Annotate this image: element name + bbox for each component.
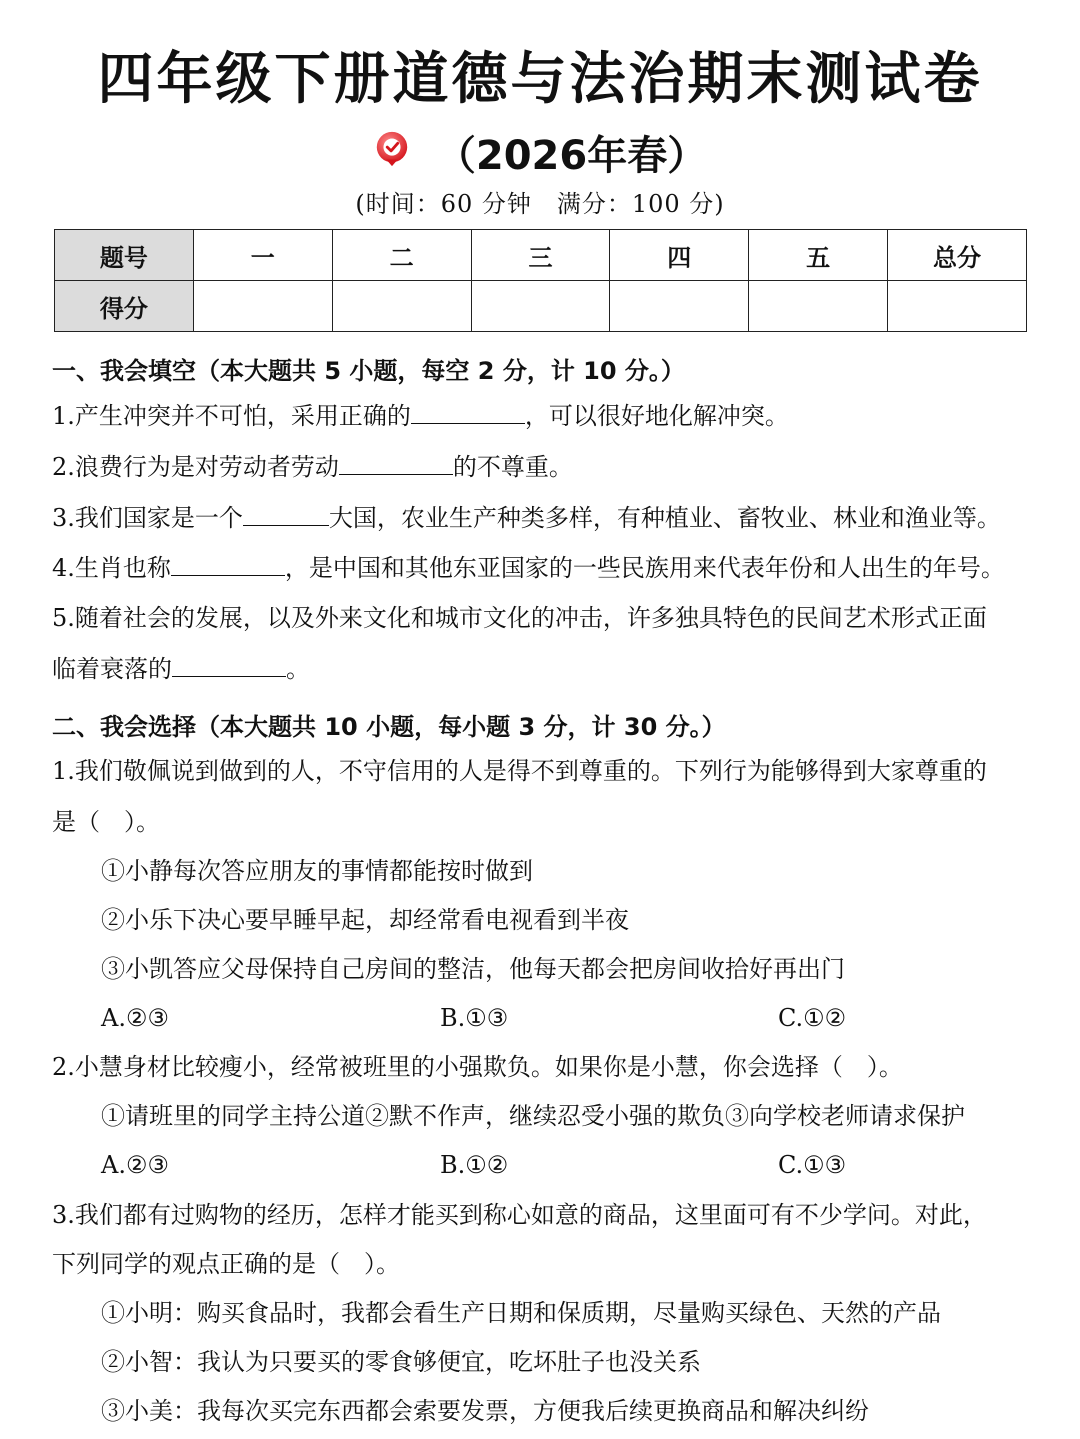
section1-heading: 一、我会填空（本大题共 5 小题，每空 2 分，计 10 分。） [52,357,685,385]
score-cell-4[interactable] [610,281,749,332]
s1-q5-line2 [52,654,310,684]
subtitle: （2026年春） [435,133,708,179]
s2-q1-option-a[interactable]: A.②③ [101,1004,169,1032]
s1-q5-text-b: 。 [286,655,310,683]
score-cell-5[interactable] [749,281,888,332]
s1-q2-text-a: 2.浪费行为是对劳动者劳动 [52,453,339,481]
section2-heading: 二、我会选择（本大题共 10 小题，每小题 3 分，计 30 分。） [52,713,726,741]
check-badge-icon [373,130,411,168]
s1-q4-text-b: ，是中国和其他东亚国家的一些民族用来代表年份和人出生的年号。 [284,554,1005,582]
s1-q5-line1: 5.随着社会的发展，以及外来文化和城市文化的冲击，许多独具特色的民间艺术形式正面 [52,604,987,632]
header-cell-3: 三 [471,230,610,281]
s1-q2-text-b: 的不尊重。 [452,453,573,481]
header-cell-2: 二 [332,230,471,281]
s1-q4-text-a: 4.生肖也称 [52,554,171,582]
score-table-score-row [55,281,1027,332]
score-cell-total[interactable] [888,281,1027,332]
s2-q1-option-c[interactable]: C.①② [778,1004,847,1032]
header-cell-4: 四 [610,230,749,281]
s1-q1-text-a: 1.产生冲突并不可怕，采用正确的 [52,402,411,430]
s2-q3-line1: 3.我们都有过购物的经历，怎样才能买到称心如意的商品，这里面可有不少学问。对此， [52,1201,987,1229]
s1-q2-blank[interactable] [339,452,453,475]
s2-q2-option-b[interactable]: B.①② [440,1151,509,1179]
s2-q1-line2: 是（ ）。 [52,808,160,836]
score-cell-2[interactable] [332,281,471,332]
time-info: (时间：60 分钟 满分：100 分) [355,190,725,218]
s1-q4 [52,553,1005,583]
score-row-label: 得分 [55,281,194,332]
s1-q1 [52,401,789,431]
s2-q3-line2: 下列同学的观点正确的是（ ）。 [52,1250,400,1278]
s2-q1-item-1: ①小静每次答应朋友的事情都能按时做到 [101,857,533,885]
s1-q2 [52,452,573,482]
s1-q3 [52,503,1001,533]
page-title: 四年级下册道德与法治期末测试卷 [97,47,983,112]
s2-q1-item-2: ②小乐下决心要早睡早起，却经常看电视看到半夜 [101,906,629,934]
s1-q1-text-b: ，可以很好地化解冲突。 [524,402,789,430]
s2-q2-items: ①请班里的同学主持公道②默不作声，继续忍受小强的欺负③向学校老师请求保护 [101,1102,965,1130]
s2-q1-option-b[interactable]: B.①③ [440,1004,509,1032]
s1-q5-text-a: 临着衰落的 [52,655,172,683]
s2-q1-line1: 1.我们敬佩说到做到的人，不守信用的人是得不到尊重的。下列行为能够得到大家尊重的 [52,757,987,785]
score-table-header-row [55,230,1027,281]
header-cell-total: 总分 [888,230,1027,281]
s1-q3-text-a: 3.我们国家是一个 [52,504,243,532]
s1-q4-blank[interactable] [171,553,285,576]
s2-q3-item-3: ③小美：我每次买完东西都会索要发票，方便我后续更换商品和解决纠纷 [101,1397,869,1425]
header-cell-label: 题号 [55,230,194,281]
s1-q1-blank[interactable] [411,401,525,424]
score-cell-3[interactable] [471,281,610,332]
s2-q2-option-a[interactable]: A.②③ [101,1151,169,1179]
s2-q3-item-2: ②小智：我认为只要买的零食够便宜，吃坏肚子也没关系 [101,1348,701,1376]
s2-q1-item-3: ③小凯答应父母保持自己房间的整洁，他每天都会把房间收拾好再出门 [101,955,845,983]
subtitle-row [0,124,1080,179]
score-table [54,229,1027,332]
header-cell-1: 一 [193,230,332,281]
s2-q2-option-c[interactable]: C.①③ [778,1151,847,1179]
s2-q2-line1: 2.小慧身材比较瘦小，经常被班里的小强欺负。如果你是小慧，你会选择（ ）。 [52,1053,903,1081]
s1-q3-blank[interactable] [243,503,329,526]
s2-q3-item-1: ①小明：购买食品时，我都会看生产日期和保质期，尽量购买绿色、天然的产品 [101,1299,941,1327]
header-cell-5: 五 [749,230,888,281]
score-cell-1[interactable] [193,281,332,332]
s1-q3-text-b: 大国，农业生产种类多样，有种植业、畜牧业、林业和渔业等。 [328,504,1001,532]
s1-q5-blank[interactable] [172,654,286,677]
